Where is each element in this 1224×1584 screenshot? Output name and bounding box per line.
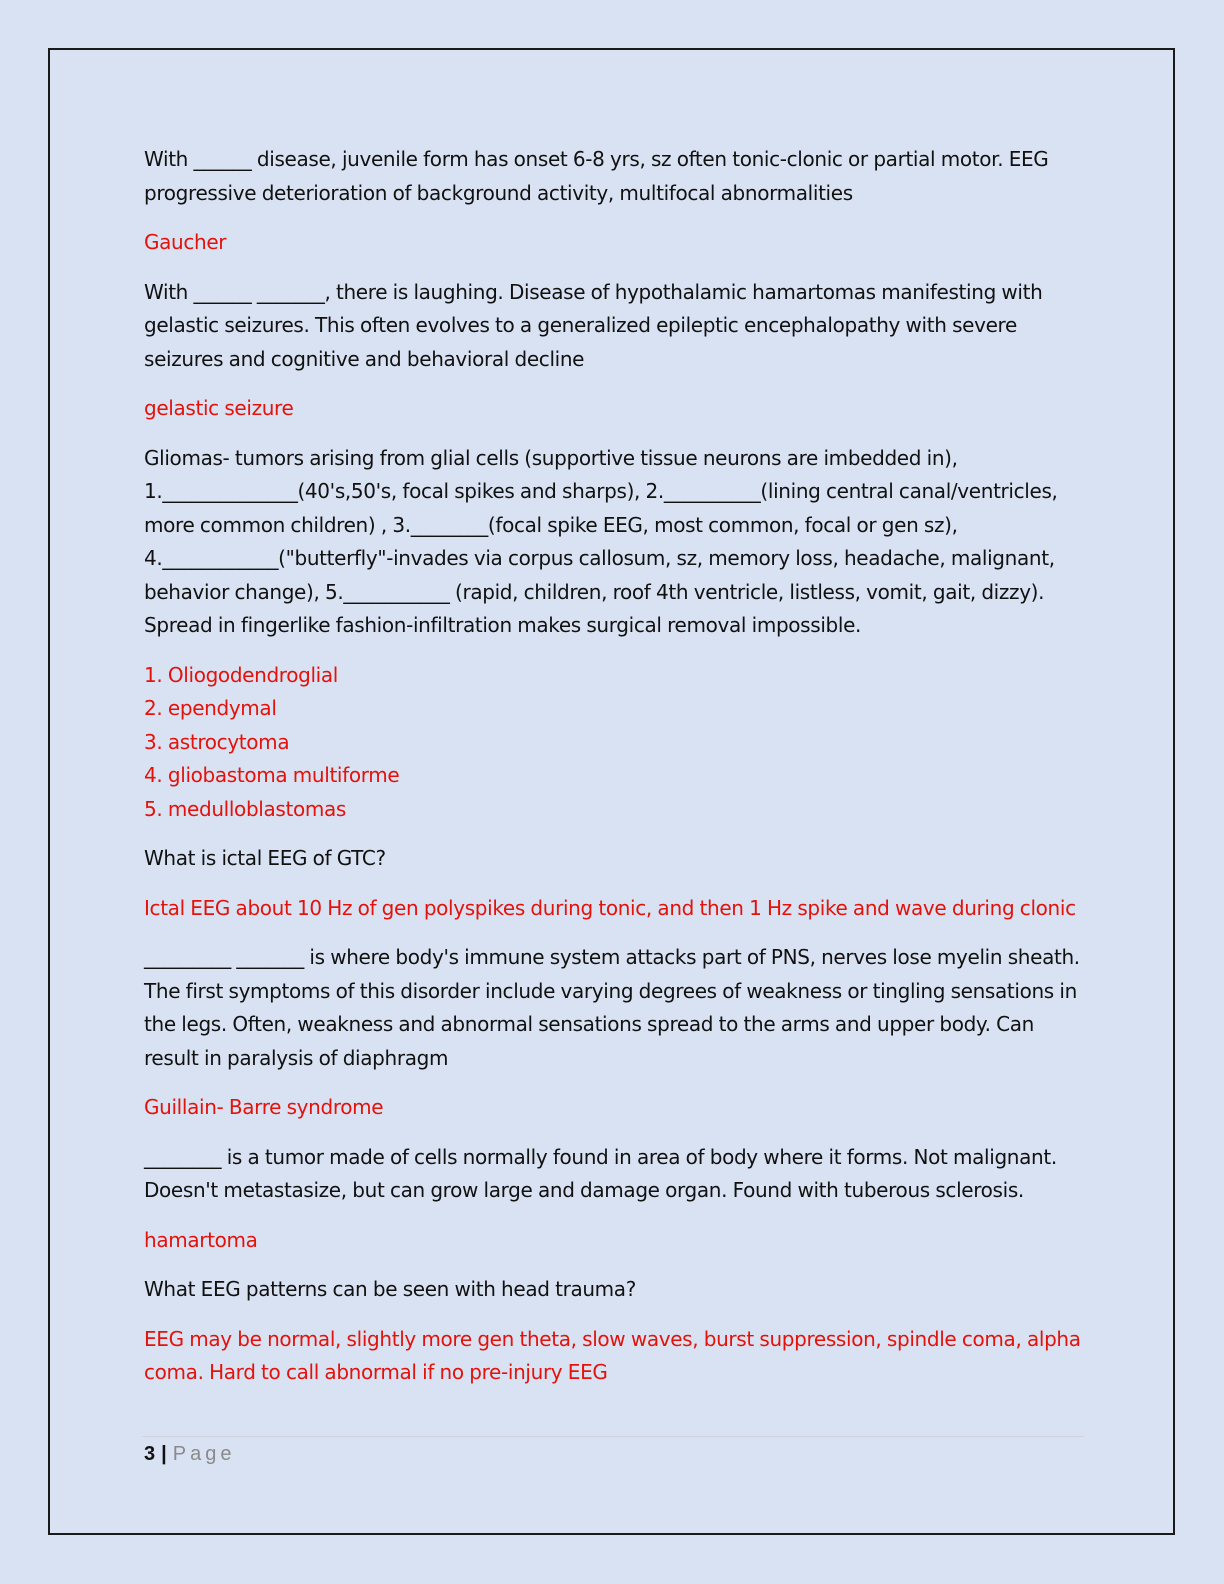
answer-list-item: 3. astrocytoma	[144, 729, 290, 754]
answer-list-item: 1. Oliogodendroglial	[144, 662, 338, 687]
answer-list	[144, 659, 1084, 827]
question-paragraph: _________ _______ is where body's immune system attacks part of PNS, nerves lose myelin sheath. The first symptoms of this disorder include varying degrees of weakness or tingling sensations in the legs. Often, weakness and abnormal sensations spread to the arms and upper body. Can result in paralysis of diaphragm	[144, 945, 1080, 1070]
page-number: 3	[144, 1443, 156, 1465]
question-paragraph: With ______ disease, juvenile form has onset 6-8 yrs, sz often tonic-clonic or partial motor. EEG progressive deterioration of background activity, multifocal abnormalities	[144, 147, 1049, 205]
answer-list-item: 2. ependymal	[144, 696, 277, 720]
answer-paragraph: Gaucher	[144, 230, 227, 254]
question-paragraph: What EEG patterns can be seen with head trauma?	[144, 1277, 636, 1301]
answer-paragraph: gelastic seizure	[144, 396, 294, 420]
footer-separator: |	[161, 1443, 167, 1465]
question-paragraph: ________ is a tumor made of cells normally found in area of body where it forms. Not malignant. Doesn't metastasize, but can grow large and damage organ. Found with tuberous sclerosis.	[144, 1144, 1057, 1202]
answer-paragraph: EEG may be normal, slightly more gen theta, slow waves, burst suppression, spindle coma, alpha coma. Hard to call abnormal if no pre-injury EEG	[144, 1326, 1081, 1384]
document-body	[144, 143, 1084, 1406]
answer-paragraph: Guillain- Barre syndrome	[144, 1095, 384, 1119]
question-paragraph: With ______ _______, there is laughing. Disease of hypothalamic hamartomas manifesting with gelastic seizures. This often evolves to a generalized epileptic encephalopathy with severe seizures and cognitive and behavioral decline	[144, 279, 1043, 371]
answer-list-item: 4. gliobastoma multiforme	[144, 763, 400, 787]
answer-paragraph: Ictal EEG about 10 Hz of gen polyspikes during tonic, and then 1 Hz spike and wave during clonic	[144, 895, 1076, 920]
question-paragraph: Gliomas- tumors arising from glial cells (supportive tissue neurons are imbedded in), 1.______________(40's,50's, focal spikes and sharps), 2.__________(lining central canal/ventricles, more common children) , 3.________(focal spike EEG, most common, focal or gen sz), 4.____________("butterfly"-invades via corpus callosum, sz, memory loss, headache, malignant, behavior change), 5.___________ (rapid, children, roof 4th ventricle, listless, vomit, gait, dizzy). Spread in fingerlike fashion-infiltration makes surgical removal impossible.	[144, 445, 1058, 637]
answer-list-item: 5. medulloblastomas	[144, 796, 346, 821]
footer-divider	[142, 1436, 1084, 1437]
question-paragraph: What is ictal EEG of GTC?	[144, 846, 386, 870]
page-footer	[144, 1441, 235, 1467]
page-label: Page	[172, 1443, 236, 1465]
answer-paragraph: hamartoma	[144, 1227, 258, 1252]
